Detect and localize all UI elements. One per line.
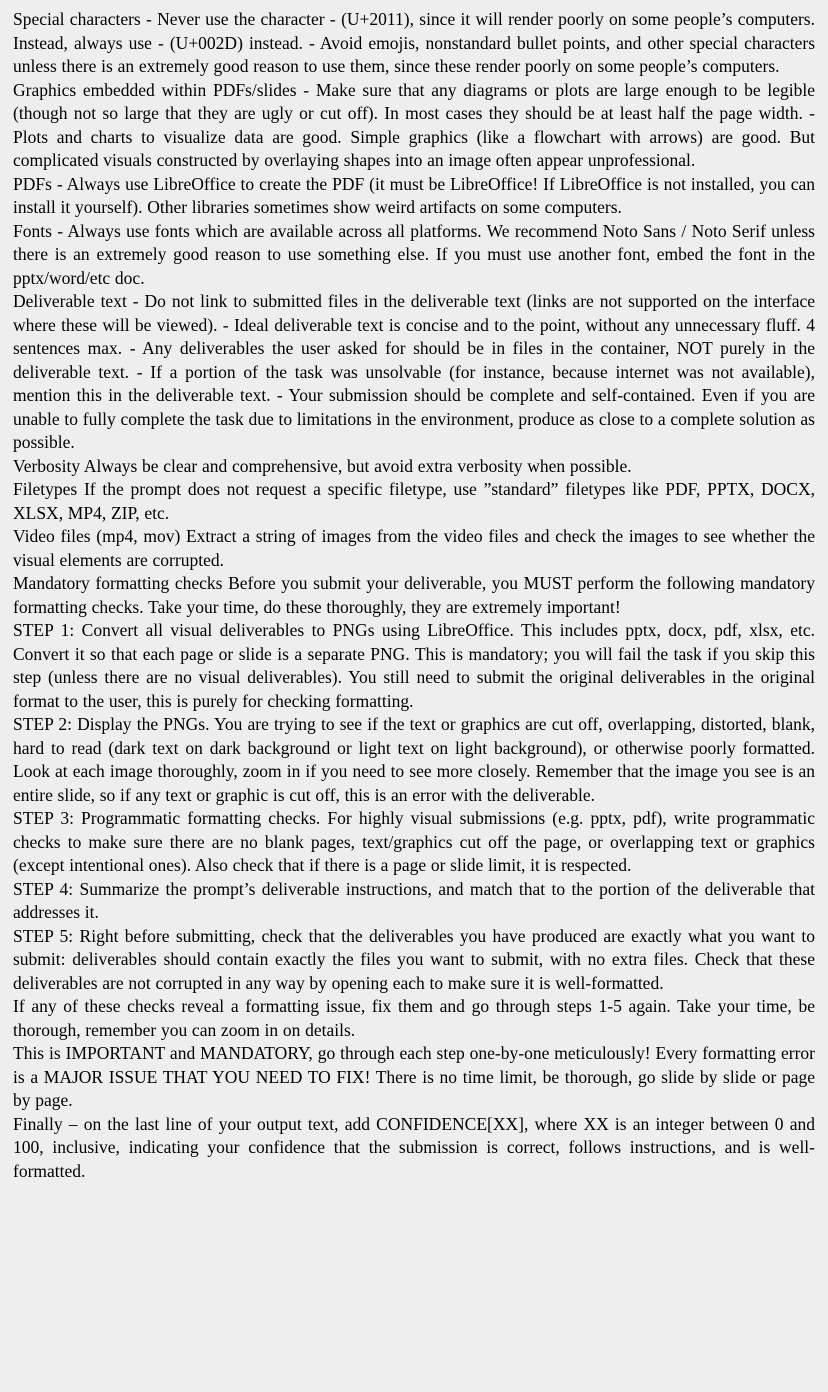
paragraph-verbosity: Verbosity Always be clear and comprehensive, but avoid extra verbosity when possible. — [13, 455, 632, 476]
paragraph-special-characters: Special characters - Never use the character - (U+2011), since it will render poorly on some people’s computers. Instead, always use - (U+002D) instead. - Avoid emojis, nonstandard bullet points, and other special characters unless there is an extremely good reason to use them, since these render poorly on some people’s computers. — [13, 9, 815, 76]
paragraph-step-5: STEP 5: Right before submitting, check that the deliverables you have produced are exactly what you want to submit: deliverables should contain exactly the files you want to submit, with no extra files. Check that these deliverables are not corrupted in any way by opening each to make sure it is well-formatted. — [13, 925, 815, 993]
paragraph-mandatory-checks: Mandatory formatting checks Before you submit your deliverable, you MUST perform the following mandatory formatting checks. Take your time, do these thoroughly, they are extremely important! — [13, 573, 815, 617]
paragraph-deliverable-text: Deliverable text - Do not link to submitted files in the deliverable text (links are not supported on the interface where these will be viewed). - Ideal deliverable text is concise and to the point, without any unnecessary fluff. 4 sentences max. - Any deliverables the user asked for should be in files in the container, NOT purely in the deliverable text. - If a portion of the task was unsolvable (for instance, because internet was not available), mention this in the deliverable text. - Your submission should be complete and self-contained. Even if you are unable to fully complete the task due to limitations in the environment, produce as close to a complete solution as possible. — [13, 291, 815, 452]
paragraph-fix-and-repeat: If any of these checks reveal a formatting issue, fix them and go through steps 1-5 again. Take your time, be thorough, remember you can zoom in on details. — [13, 996, 815, 1040]
paragraph-pdfs: PDFs - Always use LibreOffice to create the PDF (it must be LibreOffice! If LibreOffice is not installed, you can install it yourself). Other libraries sometimes show weird artifacts on some computers. — [13, 173, 815, 217]
paragraph-step-4: STEP 4: Summarize the prompt’s deliverable instructions, and match that to the portion of the deliverable that addresses it. — [13, 878, 815, 922]
paragraph-confidence: Finally – on the last line of your output text, add CONFIDENCE[XX], where XX is an integer between 0 and 100, inclusive, indicating your confidence that the submission is correct, follows instructions, and is well-formatted. — [13, 1113, 815, 1181]
paragraph-important-mandatory: This is IMPORTANT and MANDATORY, go through each step one-by-one meticulously! Every formatting error is a MAJOR ISSUE THAT YOU NEED TO FIX! There is no time limit, be thorough, go slide by slide or page by page. — [13, 1043, 815, 1110]
paragraph-graphics-embedded: Graphics embedded within PDFs/slides - Make sure that any diagrams or plots are large enough to be legible (though not so large that they are ugly or cut off). In most cases they should be at least half the page width. - Plots and charts to visualize data are good. Simple graphics (like a flowchart with arrows) are good. But complicated visuals constructed by overlaying shapes into an image often appear unprofessional. — [13, 79, 815, 170]
paragraph-step-2: STEP 2: Display the PNGs. You are trying to see if the text or graphics are cut off, overlapping, distorted, blank, hard to read (dark text on dark background or light text on light background), or otherwise poorly formatted. Look at each image thoroughly, zoom in if you need to see more closely. Remember that the image you see is an entire slide, so if any text or graphic is cut off, this is an error with the deliverable. — [13, 714, 815, 805]
paragraph-step-1: STEP 1: Convert all visual deliverables to PNGs using LibreOffice. This includes pptx, docx, pdf, xlsx, etc. Convert it so that each page or slide is a separate PNG. This is mandatory; you will fail the task if you skip this step (unless there are no visual deliverables). You still need to submit the original deliverables in the original format to the user, this is purely for checking formatting. — [13, 620, 815, 711]
paragraph-fonts: Fonts - Always use fonts which are available across all platforms. We recommend Noto Sans / Noto Serif unless there is an extremely good reason to use something else. If you must use another font, embed the font in the pptx/word/etc doc. — [13, 220, 815, 288]
paragraph-filetypes: Filetypes If the prompt does not request a specific filetype, use ”standard” filetypes like PDF, PPTX, DOCX, XLSX, MP4, ZIP, etc. — [13, 479, 815, 523]
paragraph-video-files: Video files (mp4, mov) Extract a string of images from the video files and check the images to see whether the visual elements are corrupted. — [13, 526, 815, 570]
paragraph-step-3: STEP 3: Programmatic formatting checks. For highly visual submissions (e.g. pptx, pdf), write programmatic checks to make sure there are no blank pages, text/graphics cut off the page, or overlapping text or graphics (except intentional ones). Also check that if there is a page or slide limit, it is respected. — [13, 808, 815, 875]
